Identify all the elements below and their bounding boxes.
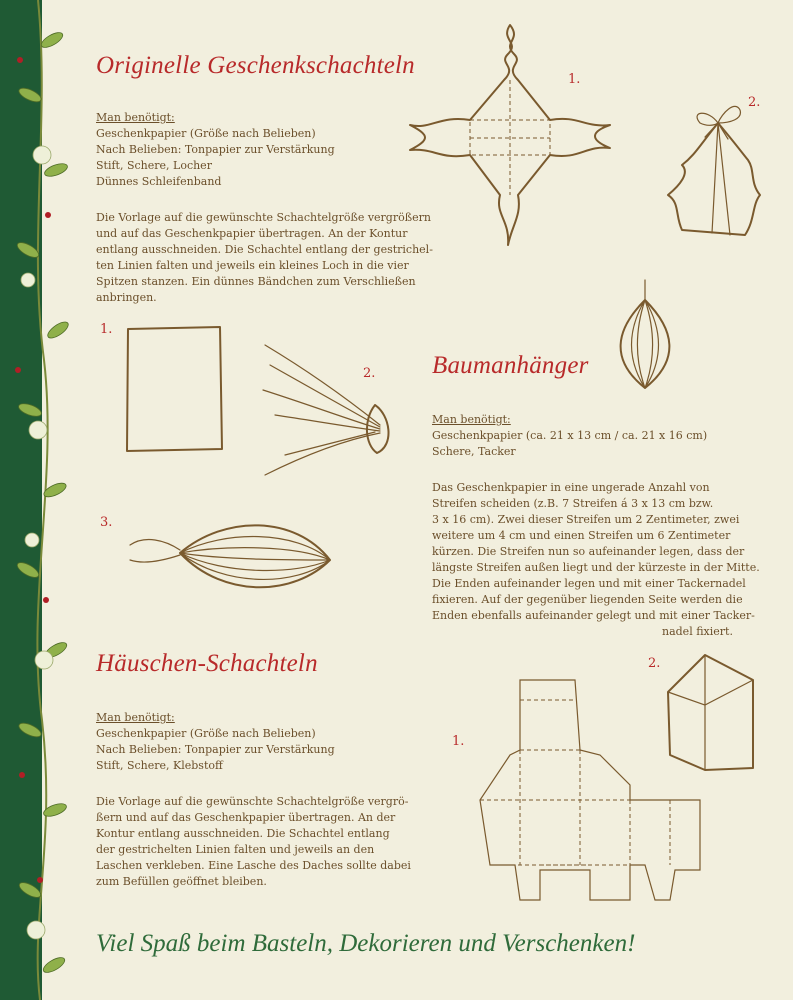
- instruction-line: Spitzen stanzen. Ein dünnes Bändchen zum Verschließen: [96, 275, 416, 288]
- instruction-line: Die Enden aufeinander legen und mit einer Tackernadel: [432, 577, 746, 590]
- footer-slogan: Viel Spaß beim Basteln, Dekorieren und Verschenken!: [96, 930, 636, 957]
- gift-boxes-materials: [96, 110, 335, 190]
- material-item: Geschenkpapier (Größe nach Belieben): [96, 127, 316, 140]
- gift-boxes-instructions: [96, 210, 433, 306]
- figure-label: 2.: [648, 656, 661, 671]
- instruction-line: Laschen verkleben. Eine Lasche des Daches sollte dabei: [96, 859, 411, 872]
- ornament-finished-drawing: [605, 280, 685, 395]
- section-title-house-boxes: Häuschen-Schachteln: [96, 650, 318, 677]
- instruction-line: Kontur entlang ausschneiden. Die Schachtel entlang: [96, 827, 390, 840]
- instruction-line: anbringen.: [96, 291, 157, 304]
- instruction-line: Enden ebenfalls aufeinander gelegt und mit einer Tacker-: [432, 609, 755, 622]
- instruction-line: weitere um 4 cm und einen Streifen um 6 Zentimeter: [432, 529, 731, 542]
- star-box-template-drawing: [400, 20, 620, 260]
- material-item: Stift, Schere, Klebstoff: [96, 759, 223, 772]
- figure-label: 3.: [100, 515, 113, 530]
- figure-label: 2.: [748, 95, 761, 110]
- instruction-line: der gestrichelten Linien falten und jeweils an den: [96, 843, 375, 856]
- figure-label: 1.: [568, 72, 581, 87]
- instruction-line: ten Linien falten und jeweils ein kleines Loch in die vier: [96, 259, 409, 272]
- section-title-tree-ornament: Baumanhänger: [432, 352, 589, 379]
- instruction-line: Das Geschenkpapier in eine ungerade Anzahl von: [432, 481, 710, 494]
- stacked-strips-drawing: [255, 335, 405, 485]
- section-title-gift-boxes: Originelle Geschenkschachteln: [96, 52, 415, 79]
- figure-label: 1.: [100, 322, 113, 337]
- instruction-line: zum Befüllen geöffnet bleiben.: [96, 875, 267, 888]
- material-item: Dünnes Schleifenband: [96, 175, 222, 188]
- ornament-materials: [432, 412, 707, 460]
- materials-label: Man benötigt:: [96, 711, 175, 724]
- figure-label: 1.: [452, 734, 465, 749]
- instruction-line: Die Vorlage auf die gewünschte Schachtelgröße vergrö-: [96, 795, 409, 808]
- material-item: Nach Belieben: Tonpapier zur Verstärkung: [96, 143, 335, 156]
- tree-box-drawing: [660, 95, 770, 245]
- material-item: Geschenkpapier (Größe nach Belieben): [96, 727, 316, 740]
- materials-label: Man benötigt:: [432, 413, 511, 426]
- figure-label: 2.: [363, 366, 376, 381]
- instruction-line: kürzen. Die Streifen nun so aufeinander legen, dass der: [432, 545, 745, 558]
- material-item: Geschenkpapier (ca. 21 x 13 cm / ca. 21 x 16 cm): [432, 429, 708, 442]
- instruction-line: nadel fixiert.: [662, 625, 733, 638]
- material-item: Nach Belieben: Tonpapier zur Verstärkung: [96, 743, 335, 756]
- house-box-finished-drawing: [665, 650, 760, 775]
- instruction-line: Streifen scheiden (z.B. 7 Streifen á 3 x 13 cm bzw.: [432, 497, 714, 510]
- ornament-sideview-drawing: [125, 515, 345, 610]
- instruction-line: und auf das Geschenkpapier übertragen. An der Kontur: [96, 227, 408, 240]
- material-item: Schere, Tacker: [432, 445, 516, 458]
- instruction-line: ßern und auf das Geschenkpapier übertragen. An der: [96, 811, 396, 824]
- instruction-line: Die Vorlage auf die gewünschte Schachtelgröße vergrößern: [96, 211, 431, 224]
- paper-sheet-drawing: [125, 325, 225, 455]
- ornament-instructions: [432, 480, 760, 640]
- instruction-line: entlang ausschneiden. Die Schachtel entlang der gestrichel-: [96, 243, 433, 256]
- instruction-line: längste Streifen außen liegt und der kürzeste in der Mitte.: [432, 561, 760, 574]
- house-boxes-instructions: [96, 794, 411, 890]
- material-item: Stift, Schere, Locher: [96, 159, 212, 172]
- instruction-line: fixieren. Auf der gegenüber liegenden Seite werden die: [432, 593, 743, 606]
- instruction-line: 3 x 16 cm). Zwei dieser Streifen um 2 Zentimeter, zwei: [432, 513, 740, 526]
- materials-label: Man benötigt:: [96, 111, 175, 124]
- house-boxes-materials: [96, 710, 335, 774]
- holly-border-decoration: [0, 0, 70, 1000]
